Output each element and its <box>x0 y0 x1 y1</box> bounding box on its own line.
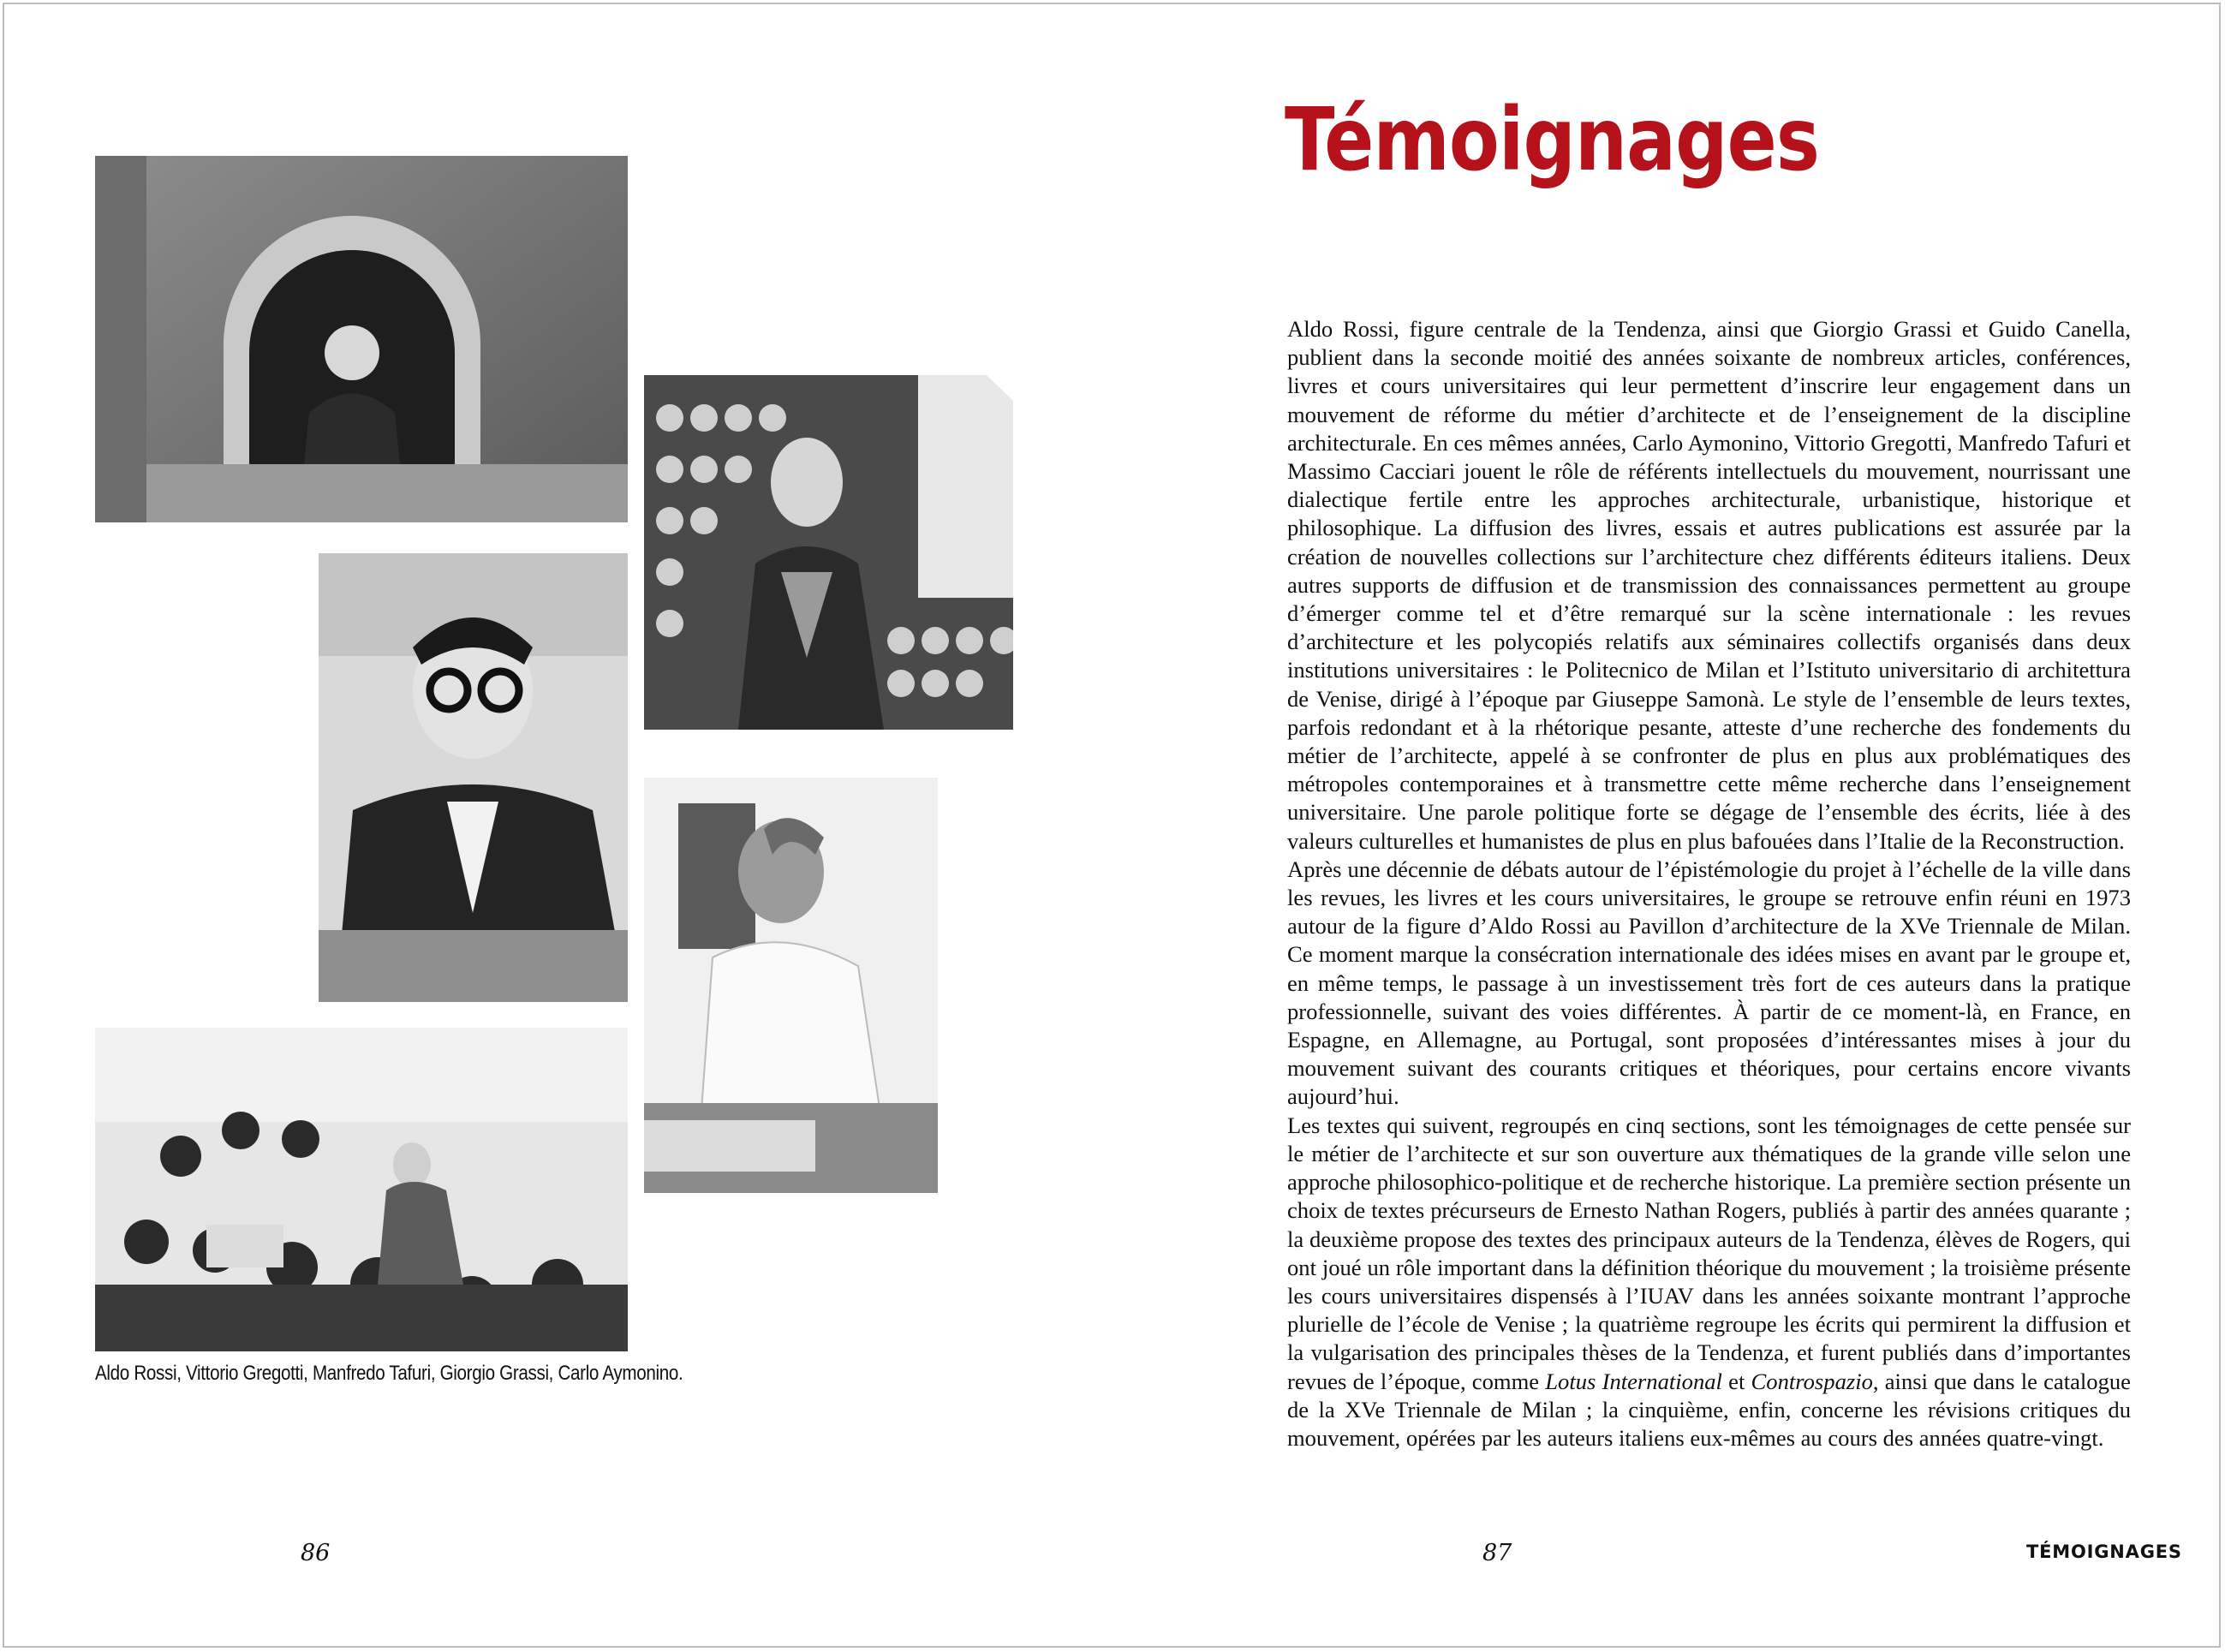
paragraph-3-part-a: Les textes qui suivent, regroupés en cinq sections, sont les témoignages de cette pensée sur le métier de l’architecte et sur son ouverture aux thématiques de la grande ville selon une approche philosophico-politique et de recherche historique. La première section présente un choix de textes précurseurs de Ernesto Nathan Rogers, publiés à partir des années quarante ; la deuxième propose des textes des principaux auteurs de la Tendenza, élèves de Rogers, qui ont joué un rôle important dans la définition théorique du mouvement ; la troisième présente les cours universitaires dispensés à l’IUAV dans les années soixante montrant l’approche plurielle de l’école de Venise ; la quatrième regroupe les écrits qui permirent la diffusion et la vulgarisation des principales thèses de la Tendenza, et furent publiés dans d’importantes revues de l’époque, comme <box>1287 1112 2131 1394</box>
paragraph-3-part-b: , ainsi que dans le catalogue de la XVe Triennale de Milan ; la cinquième, enfin, concerne les révisions critiques du mouvement, opérées par les auteurs italiens eux-mêmes au cours des années quatre-vingt. <box>1287 1368 2131 1451</box>
photo-manfredo-tafuri <box>319 553 628 1002</box>
running-head: TÉMOIGNAGES <box>2026 1542 2182 1562</box>
body-text <box>1287 315 2131 1452</box>
paragraph-3 <box>1287 1112 2131 1452</box>
conjunction: et <box>1728 1368 1745 1394</box>
photo-caption: Aldo Rossi, Vittorio Gregotti, Manfredo Tafuri, Giorgio Grassi, Carlo Aymonino. <box>95 1362 683 1385</box>
photo-giorgio-grassi <box>644 778 938 1193</box>
photo-vittorio-gregotti <box>644 375 1013 730</box>
journal-lotus: Lotus International <box>1545 1368 1722 1394</box>
paragraph-2: Après une décennie de débats autour de l’épistémologie du projet à l’échelle de la ville dans les revues, les livres et les cours universitaires, le groupe se retrouve enfin réuni en 1973 autour de la figure d’Aldo Rossi au Pavillon d’architecture de la XVe Triennale de Milan. Ce moment marque la consécration internationale des idées mises en avant par le groupe et, en même temps, le passage à un investissement très fort de ces auteurs dans la pratique professionnelle, suivant des voies différentes. À partir de ce moment-là, en France, en Espagne, en Allemagne, au Portugal, sont proposées d’intéressantes mises à jour du mouvement suivant des courants critiques et théoriques, pour certains encore vivants aujourd’hui. <box>1287 856 2131 1110</box>
photo-aldo-rossi <box>95 156 628 522</box>
page-number-left: 86 <box>301 1540 331 1566</box>
journal-controspazio: Controspazio <box>1751 1368 1873 1394</box>
paragraph-1: Aldo Rossi, figure centrale de la Tendenza, ainsi que Giorgio Grassi et Guido Canella, publient dans la seconde moitié des années soixante de nombreux articles, conférences, livres et cours universitaires qui leur permettent d’inscrire leur engagement dans un mouvement de réforme du métier d’architecte et de l’enseignement de la discipline architecturale. En ces mêmes années, Carlo Aymonino, Vittorio Gregotti, Manfredo Tafuri et Massimo Cacciari jouent le rôle de référents intellectuels du mouvement, nourrissant une dialectique fertile entre les approches architecturale, urbanistique, historique et philosophique. La diffusion des livres, essais et autres publications est assurée par la création de nouvelles collections sur l’architecture chez différents éditeurs italiens. Deux autres supports de diffusion et de transmission des connaissances permettent au groupe d’émerger comme tel et d’être remarqué sur la scène internationale : les revues d’architecture et les polycopiés relatifs aux séminaires collectifs organisés dans deux institutions universitaires : le Politecnico de Milan et l’Istituto universitario di architettura de Venise, dirigé à l’époque par Giuseppe Samonà. Le style de l’ensemble de leurs textes, parfois redondant et à la rhétorique pesante, atteste d’une recherche des fondements du métier de l’architecte, appelé à se confronter de plus en plus aux problématiques des métropoles contemporaines et à transmettre cette même recherche dans l’enseignement universitaire. Une parole politique forte se dégage de l’ensemble des écrits, liée à des valeurs culturelles et humanistes de plus en plus bafouées dans l’Italie de la Reconstruction. <box>1287 316 2131 854</box>
page-number-right: 87 <box>1482 1540 1512 1566</box>
photo-carlo-aymonino <box>95 1028 628 1351</box>
chapter-title: Témoignages <box>1285 89 1820 191</box>
